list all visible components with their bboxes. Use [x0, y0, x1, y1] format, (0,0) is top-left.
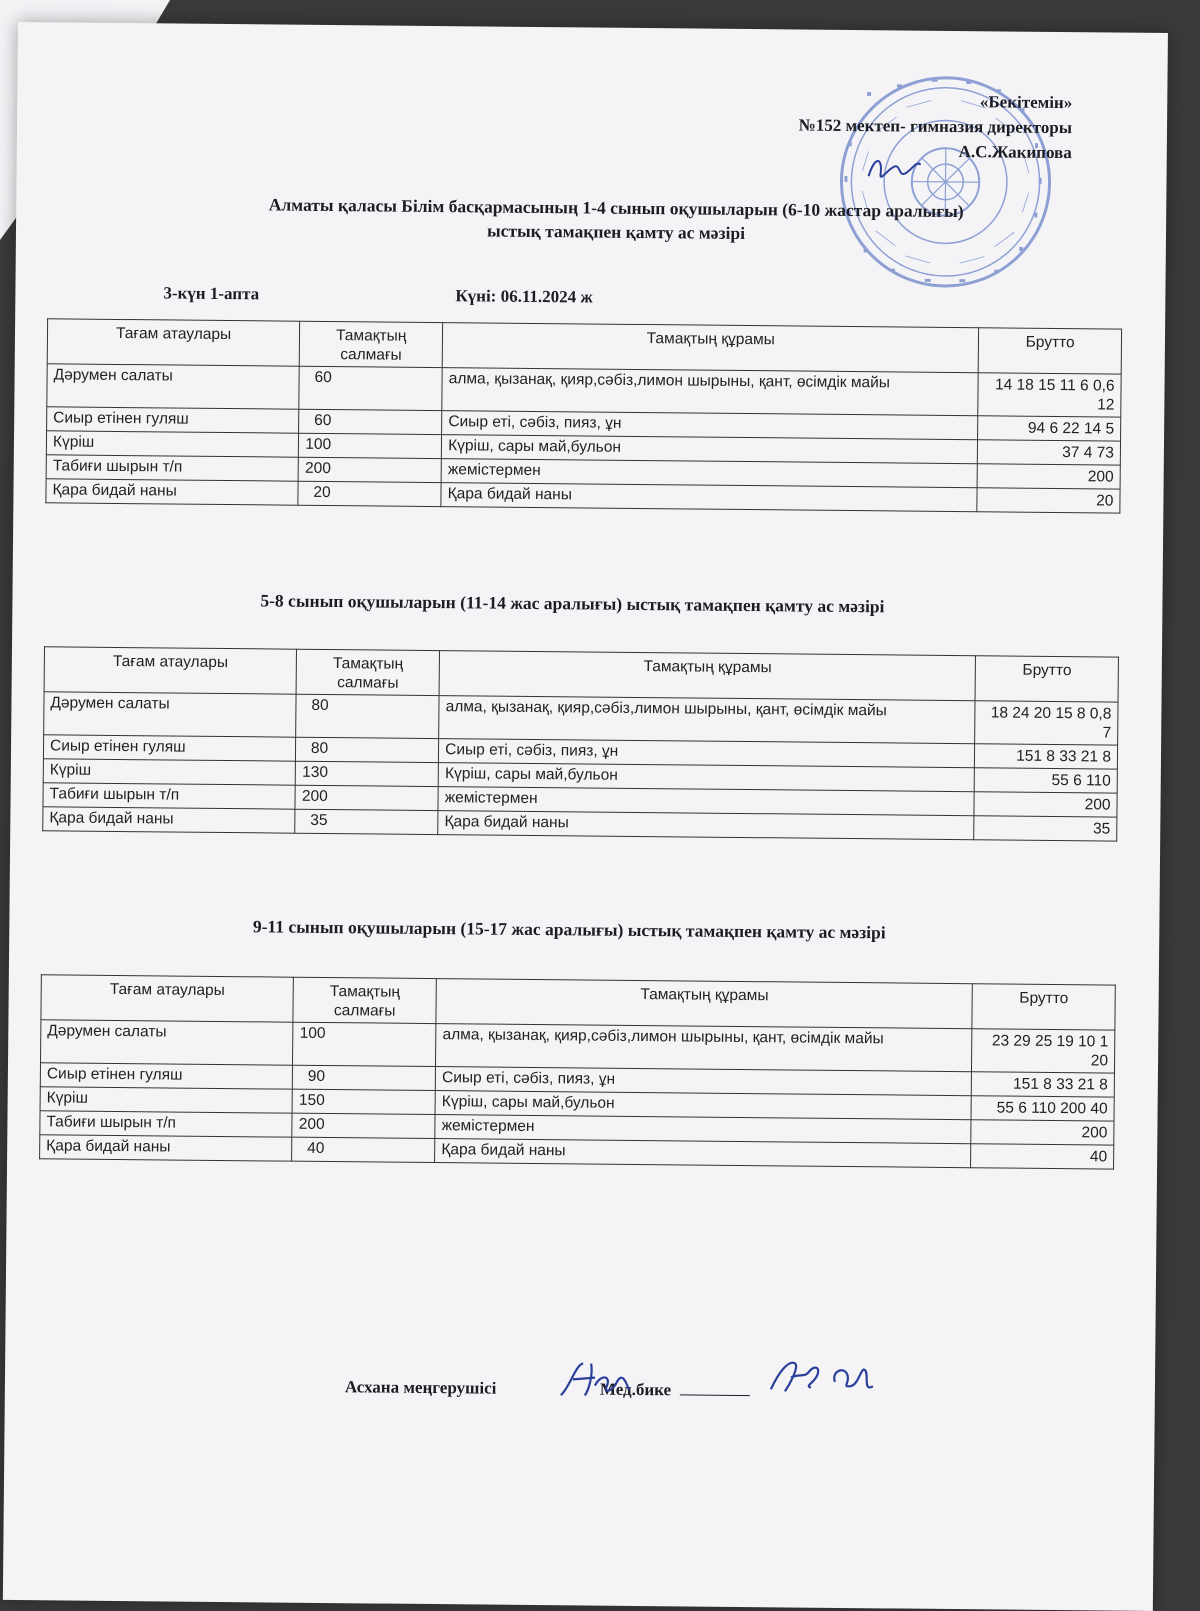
dish-brutto: 14 18 15 11 6 0,6 12 — [978, 373, 1121, 417]
dish-name: Дәрумен салаты — [44, 692, 297, 737]
dish-weight: 200 — [295, 785, 438, 810]
dish-name: Дәрумен салаты — [41, 1020, 294, 1065]
nurse-label: Мед.бике — [599, 1379, 672, 1400]
document-page — [3, 22, 1168, 1611]
day-week-label: 3-күн 1-апта — [163, 283, 260, 304]
menu-table-grades-5-8 — [42, 646, 1119, 841]
dish-brutto: 55 6 110 200 40 — [971, 1096, 1114, 1121]
dish-weight: 80 — [296, 694, 439, 738]
dish-brutto: 200 — [977, 464, 1120, 489]
section-title-grades-9-11: 9-11 сынып оқушыларын (15-17 жас аралығы) ыстық тамақпен қамту ас мәзірі — [252, 916, 886, 943]
menu-table-grades-9-11 — [39, 974, 1116, 1169]
dish-composition: Күріш, сары май,бульон — [435, 1091, 971, 1120]
approval-block — [798, 88, 1072, 166]
dish-weight: 40 — [292, 1137, 435, 1162]
approval-heading: «Бекітемін» — [979, 92, 1073, 113]
dish-weight: 20 — [298, 481, 441, 506]
dish-composition: Күріш, сары май,бульон — [438, 763, 974, 792]
dish-name: Табиғи шырын т/п — [40, 1111, 292, 1137]
col-header-weight: Тамақтың салмағы — [293, 977, 436, 1023]
dish-composition: Сиыр еті, сәбіз, пияз, ұн — [442, 411, 978, 440]
document-title — [166, 191, 1066, 248]
dish-weight: 100 — [293, 1022, 436, 1066]
nurse-signature — [765, 1351, 886, 1408]
col-header-composition: Тамақтың құрамы — [439, 651, 976, 701]
col-header-weight: Тамақтың салмағы — [296, 649, 439, 695]
dish-brutto: 20 — [977, 488, 1120, 513]
col-header-composition: Тамақтың құрамы — [442, 323, 979, 373]
dish-name: Қара бидай наны — [46, 479, 298, 505]
dish-composition: жемістермен — [435, 1115, 971, 1144]
col-header-name: Тағам атаулары — [41, 975, 294, 1022]
dish-name: Дәрумен салаты — [47, 364, 300, 409]
signature-footer — [345, 1377, 750, 1401]
dish-brutto: 94 6 22 14 5 — [978, 416, 1121, 441]
dish-weight: 200 — [298, 457, 441, 482]
dish-composition: алма, қызанақ, қияр,сәбіз,лимон шырыны, қант, өсімдік майы — [439, 696, 976, 744]
col-header-brutto: Брутто — [975, 656, 1118, 702]
dish-weight: 90 — [292, 1065, 435, 1090]
dish-weight: 150 — [292, 1089, 435, 1114]
dish-brutto: 37 4 73 — [978, 440, 1121, 465]
dish-composition: Қара бидай наны — [441, 483, 977, 512]
dish-brutto: 40 — [971, 1144, 1114, 1169]
col-header-composition: Тамақтың құрамы — [436, 979, 973, 1029]
col-header-weight: Тамақтың салмағы — [299, 321, 442, 367]
dish-name: Қара бидай наны — [40, 1135, 292, 1161]
dish-name: Сиыр етінен гуляш — [47, 407, 299, 433]
col-header-brutto: Брутто — [979, 328, 1122, 374]
col-header-name: Тағам атаулары — [44, 647, 297, 694]
dish-weight: 60 — [299, 409, 442, 434]
canteen-manager-label: Асхана меңгерушісі — [344, 1377, 497, 1398]
dish-composition: жемістермен — [441, 459, 977, 488]
dish-name: Сиыр етінен гуляш — [40, 1063, 292, 1089]
dish-weight: 100 — [299, 433, 442, 458]
dish-name: Сиыр етінен гуляш — [43, 735, 295, 761]
dish-composition: Қара бидай наны — [435, 1139, 971, 1168]
dish-weight: 130 — [295, 761, 438, 786]
dish-name: Күріш — [43, 759, 295, 785]
section-title-grades-5-8: 5-8 сынып оқушыларын (11-14 жас аралығы) ыстық тамақпен қамту ас мәзірі — [260, 590, 885, 617]
dish-brutto: 23 29 25 19 10 1 20 — [972, 1029, 1115, 1073]
dish-name: Табиғи шырын т/п — [43, 783, 295, 809]
dish-composition: Күріш, сары май,бульон — [442, 435, 978, 464]
dish-brutto: 200 — [971, 1120, 1114, 1145]
dish-name: Күріш — [40, 1087, 292, 1113]
dish-brutto: 35 — [974, 816, 1117, 841]
director-signature — [864, 148, 924, 189]
dish-composition: жемістермен — [438, 787, 974, 816]
dish-name: Қара бидай наны — [43, 807, 295, 833]
dish-brutto: 200 — [974, 792, 1117, 817]
dish-composition: алма, қызанақ, қияр,сәбіз,лимон шырыны, қант, өсімдік майы — [442, 368, 979, 416]
canteen-manager-signature — [555, 1355, 635, 1406]
dish-brutto: 18 24 20 15 8 0,8 7 — [975, 701, 1118, 745]
approval-position: №152 мектеп- гимназия директоры — [798, 115, 1073, 138]
dish-composition: Сиыр еті, сәбіз, пияз, ұн — [439, 739, 975, 768]
dish-composition: алма, қызанақ, қияр,сәбіз,лимон шырыны, қант, өсімдік майы — [436, 1024, 973, 1072]
dish-weight: 200 — [292, 1113, 435, 1138]
col-header-name: Тағам атаулары — [47, 319, 300, 366]
dish-name: Табиғи шырын т/п — [46, 455, 298, 481]
dish-weight: 60 — [299, 366, 442, 410]
dish-brutto: 151 8 33 21 8 — [975, 744, 1118, 769]
dish-brutto: 151 8 33 21 8 — [972, 1072, 1115, 1097]
dish-weight: 35 — [295, 809, 438, 834]
date-label: Күні: 06.11.2024 ж — [455, 286, 593, 307]
title-line-2: ыстық тамақпен қамту ас мәзірі — [486, 220, 746, 243]
approval-director-name: А.С.Жакипова — [958, 142, 1072, 163]
dish-weight: 80 — [296, 737, 439, 762]
dish-name: Күріш — [46, 431, 298, 457]
menu-table-grades-1-4 — [45, 318, 1122, 513]
dish-composition: Қара бидай наны — [438, 811, 974, 840]
dish-composition: Сиыр еті, сәбіз, пияз, ұн — [435, 1067, 971, 1096]
col-header-brutto: Брутто — [972, 984, 1115, 1030]
dish-brutto: 55 6 110 — [974, 768, 1117, 793]
title-line-1: Алматы қаласы Білім басқармасының 1-4 сынып оқушыларын (6-10 жастар аралығы) — [268, 194, 964, 222]
